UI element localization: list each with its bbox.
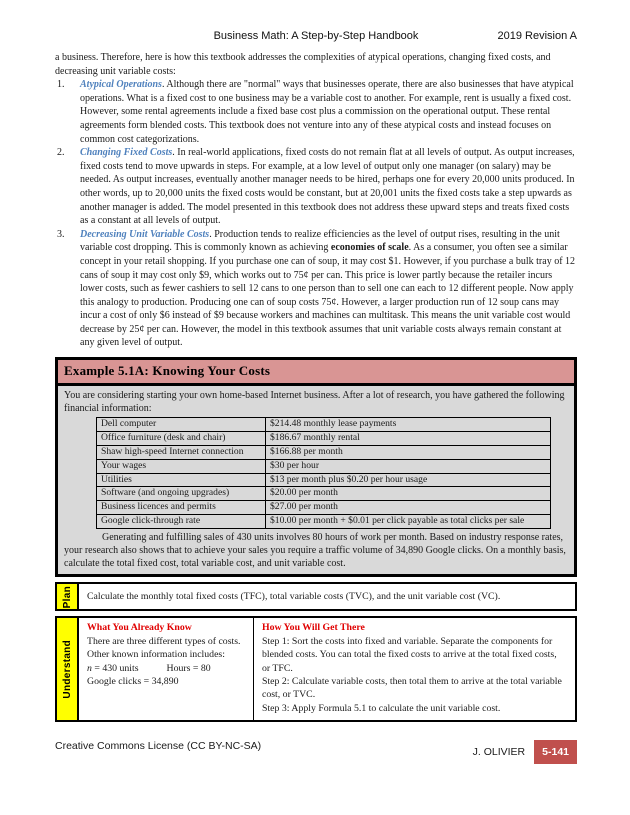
cost-value-cell: $214.48 monthly lease payments — [266, 418, 551, 432]
cost-item-cell: Software (and ongoing upgrades) — [97, 487, 266, 501]
how-you-will-get-there-column — [254, 618, 575, 720]
cost-value-cell: $166.88 per month — [266, 446, 551, 460]
cost-item-cell: Shaw high-speed Internet connection — [97, 446, 266, 460]
plan-text: Calculate the monthly total fixed costs (TFC), total variable costs (TVC), and the unit variable cost (VC). — [87, 591, 501, 603]
item-number: 1. — [57, 79, 65, 91]
understand-content — [79, 618, 575, 720]
table-row — [97, 418, 551, 432]
page-footer — [55, 740, 577, 764]
understand-tab-label: Understand — [61, 640, 73, 699]
plan-tab — [57, 584, 79, 609]
footer-right — [473, 740, 577, 764]
cost-value-cell: $186.67 monthly rental — [266, 432, 551, 446]
example-body — [58, 386, 574, 574]
n-rest: = 430 units — [91, 662, 139, 674]
cost-value-cell: $27.00 per month — [266, 501, 551, 515]
list-item-changing-fixed-costs — [55, 146, 577, 228]
item-body: . In real-world applications, fixed costs do not remain flat at all levels of output. As output increases, fixed costs tend to move upwards in steps. For example, at a low level of output only one manager (on salary) may be needed. As output increases, eventually another manager needs to be hired, perhaps one for every 20,000 units produced. In other words, up to 20,000 units the fixed costs would be constant, but at 20,001 units the fixed costs take a step upwards as another manager is added. The model presented in this textbook does not address these upward steps and treats fixed costs as a constant at all levels of output. — [80, 147, 575, 227]
get-there-heading: How You Will Get There — [262, 622, 365, 634]
understand-tab — [57, 618, 79, 720]
cost-value-cell: $20.00 per month — [266, 487, 551, 501]
header-revision: 2019 Revision A — [497, 30, 577, 42]
plan-tab-label: Plan — [61, 585, 73, 609]
example-intro: You are considering starting your own home-based Internet business. After a lot of research, you have gathered the following financial information: — [64, 390, 565, 415]
item-body: . Although there are "normal" ways that businesses operate, there are also businesses that have atypical operations. What is a fixed cost to one business may be a variable cost to another. For example, rent is usually a fixed cost. However, some rental agreements include a fixed base cost plus a commission on the operational output. These rental agreements form blended costs. This textbook does not venture into any of these atypical costs and instead focuses on common cost categorizations. — [80, 79, 574, 145]
footer-license: Creative Commons License (CC BY-NC-SA) — [55, 740, 262, 752]
intro-paragraph: a business. Therefore, here is how this textbook addresses the complexities of atypical operations, changing fixed costs, and decreasing unit variable costs: — [55, 52, 551, 77]
page-number-badge: 5-141 — [534, 740, 577, 764]
example-box — [55, 357, 577, 577]
cost-item-cell: Business licences and permits — [97, 501, 266, 515]
cost-concepts-list — [55, 78, 577, 350]
n-value — [87, 662, 139, 675]
example-title-bar — [58, 360, 574, 386]
understand-section — [55, 616, 577, 722]
know-text: There are three different types of costs. Other known information includes: — [87, 635, 241, 661]
header-title: Business Math: A Step-by-Step Handbook — [213, 30, 419, 42]
hours-value: Hours = 80 — [166, 662, 211, 674]
example-closing: Generating and fulfilling sales of 430 units involves 80 hours of work per month. Based on industry response rates, your research also shows that to achieve your sales you require a traffic volume of 34,890 Google clicks. On a monthly basis, calculate the total fixed cost, total variable cost, and unit variable cost. — [64, 531, 566, 570]
plan-content — [79, 584, 575, 609]
item-heading: Atypical Operations — [80, 79, 162, 91]
item-body: . As a consumer, you often see a similar concept in your retail shopping. If you purchase one can of soup, it may cost $1. However, if you purchase a bulk tray of 12 cans of soup it may cost only $9, which works out to 75¢ per can. This price is lower partly because the retailer incurs lower costs, such as fewer cashiers to sell 12 cans to one person than to sell one can each to 12 different people. Now apply this analogy to production. Producing one can of soup costs 75¢. However, a larger production run of 12 soup cans may incur a cost of only $6 instead of $9 because workers and machines can multitask. This means the unit variable cost would decrease by 25¢ per can. However, the model in this textbook assumes that unit variable costs always remain constant at any given level of output. — [80, 242, 576, 349]
table-row — [97, 501, 551, 515]
step-1: Step 1: Sort the costs into fixed and variable. Separate the components for blended costs. You can total the fixed costs to arrive at the total fixed costs, or TFC. — [262, 635, 557, 674]
economies-of-scale-term: economies of scale — [330, 242, 409, 254]
n-symbol: n — [87, 662, 92, 674]
list-item-atypical-operations — [55, 78, 577, 146]
step-3: Step 3: Apply Formula 5.1 to calculate the unit variable cost. — [262, 702, 501, 714]
google-clicks-value: Google clicks = 34,890 — [87, 676, 179, 688]
financial-info-table — [96, 417, 551, 528]
table-row — [97, 446, 551, 460]
cost-value-cell: $13 per month plus $0.20 per hour usage — [266, 473, 551, 487]
cost-item-cell: Dell computer — [97, 418, 266, 432]
table-row — [97, 473, 551, 487]
item-number: 2. — [57, 147, 65, 159]
step-2: Step 2: Calculate variable costs, then total them to arrive at the total variable cost, or TVC. — [262, 676, 562, 701]
page-header — [55, 30, 577, 46]
item-heading: Decreasing Unit Variable Costs — [80, 228, 210, 240]
list-item-decreasing-unit-variable-costs — [55, 228, 577, 350]
cost-item-cell: Your wages — [97, 459, 266, 473]
item-body: . Production tends to realize efficiencies as the level of output rises, resulting in the unit variable cost dropping. This is commonly known as achieving — [80, 228, 560, 254]
cost-item-cell: Google click-through rate — [97, 515, 266, 529]
table-row — [97, 459, 551, 473]
item-number: 3. — [57, 228, 65, 240]
table-row — [97, 515, 551, 529]
table-row — [97, 487, 551, 501]
footer-author: J. OLIVIER — [472, 746, 526, 758]
example-title: Example 5.1A: Knowing Your Costs — [64, 363, 271, 379]
cost-item-cell: Utilities — [97, 473, 266, 487]
item-heading: Changing Fixed Costs — [80, 147, 173, 159]
table-row — [97, 432, 551, 446]
cost-value-cell: $10.00 per month + $0.01 per click payable as total clicks per sale — [266, 515, 551, 529]
plan-section — [55, 582, 577, 611]
cost-value-cell: $30 per hour — [266, 459, 551, 473]
know-values-line — [87, 662, 245, 675]
know-heading: What You Already Know — [87, 622, 192, 634]
what-you-already-know-column — [79, 618, 254, 720]
cost-item-cell: Office furniture (desk and chair) — [97, 432, 266, 446]
